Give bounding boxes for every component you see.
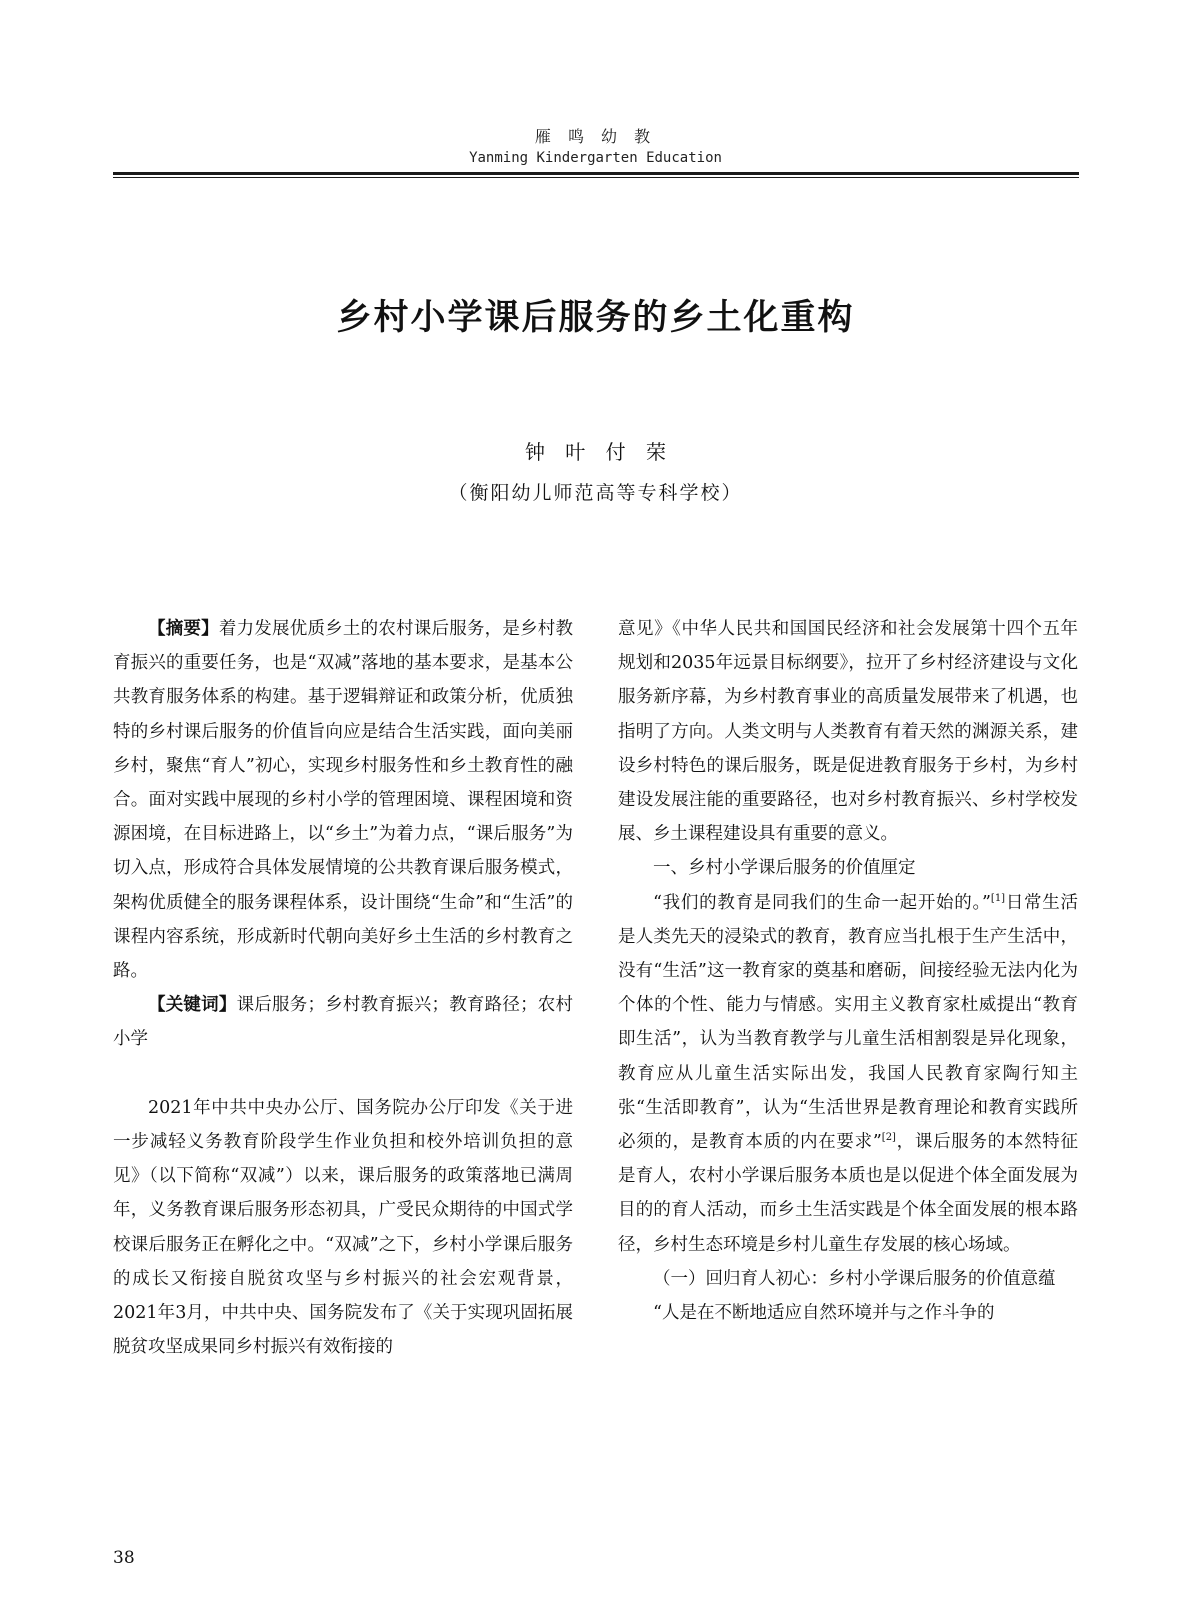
subsection-heading: （一）回归育人初心：乡村小学课后服务的价值意蕴 (653, 1268, 1056, 1289)
abstract-text: 着力发展优质乡土的农村课后服务，是乡村教育振兴的重要任务，也是“双减”落地的基本要求，是基本公共教育服务体系的构建。基于逻辑辩证和政策分析，优质独特的乡村课后服务的价值旨向应是结合生活实践，面向美丽乡村，聚焦“育人”初心，实现乡村服务性和乡土教育性的融合。面对实践中展现的乡村小学的管理困境、课程困境和资源困境，在目标进路上，以“乡土”为着力点，“课后服务”为切入点，形成符合具体发展情境的公共教育课后服务模式，架构优质健全的服务课程体系，设计围绕“生命”和“生活”的课程内容系统，形成新时代朝向美好乡土生活的乡村教育之路。 (113, 619, 574, 982)
journal-name-english: Yanming Kindergarten Education (469, 150, 722, 166)
left-column (113, 612, 573, 1364)
page-number: 38 (113, 1548, 135, 1568)
right-column (618, 612, 1078, 1330)
abstract-label: 【摘要】 (148, 619, 219, 639)
intro-paragraph: 2021年中共中央办公厅、国务院办公厅印发《关于进一步减轻义务教育阶段学生作业负担和校外培训负担的意见》（以下简称“双减”）以来，课后服务的政策落地已满周年，义务教育课后服务形态初具，广受民众期待的中国式学校课后服务正在孵化之中。“双减”之下，乡村小学课后服务的成长又衔接自脱贫攻坚与乡村振兴的社会宏观背景，2021年3月，中共中央、国务院发布了《关于实现巩固拓展脱贫攻坚成果同乡村振兴有效衔接的 (113, 1097, 573, 1358)
section-paragraph (618, 886, 1078, 1262)
citation-ref: [2] (881, 1132, 896, 1144)
header-rule-thin (113, 177, 1079, 178)
citation-ref: [1] (990, 892, 1006, 904)
subsection-paragraph: “人是在不断地适应自然环境并与之作斗争的 (653, 1303, 995, 1324)
article-affiliation: （衡阳幼儿师范高等专科学校） (448, 482, 743, 504)
keywords-label: 【关键词】 (148, 995, 237, 1016)
header-rule-thick (113, 172, 1079, 175)
article-authors: 钟 叶 付 荣 (524, 440, 667, 464)
journal-name: 雁 鸣 幼 教 (534, 127, 657, 146)
keywords (113, 988, 573, 1056)
section-heading: 一、乡村小学课后服务的价值厘定 (653, 858, 916, 879)
intro-paragraph-continued: 意见》《中华人民共和国国民经济和社会发展第十四个五年规划和2035年远景目标纲要》，拉开了乡村经济建设与文化服务新序幕，为乡村教育事业的高质量发展带来了机遇，也指明了方向。人类文明与人类教育有着天然的渊源关系，建设乡村特色的课后服务，既是促进教育服务于乡村，为乡村建设发展注能的重要路径，也对乡村教育振兴、乡村学校发展、乡土课程建设具有重要的意义。 (618, 619, 1078, 845)
paragraph-text: 日常生活是人类先天的浸染式的教育，教育应当扎根于生产生活中，没有“生活”这一教育家的奠基和磨砺，间接经验无法内化为个体的个性、能力与情感。实用主义教育家杜威提出“教育即生活”，认为当教育教学与儿童生活相割裂是异化现象，教育应从儿童生活实际出发，我国人民教育家陶行知主张“生活即教育”，认为“生活世界是教育理论和教育实践所必须的，是教育本质的内在要求” (618, 892, 1078, 1153)
abstract (113, 612, 573, 988)
keywords-text: 课后服务；乡村教育振兴；教育路径；农村小学 (113, 995, 574, 1050)
paragraph-text: “我们的教育是同我们的生命一起开始的。” (653, 892, 991, 913)
article-title: 乡村小学课后服务的乡土化重构 (336, 298, 855, 338)
paragraph-text: ，课后服务的本然特征是育人，农村小学课后服务本质也是以促进个体全面发展为目的的育人活动，而乡土生活实践是个体全面发展的根本路径，乡村生态环境是乡村儿童生存发展的核心场域。 (618, 1132, 1078, 1255)
